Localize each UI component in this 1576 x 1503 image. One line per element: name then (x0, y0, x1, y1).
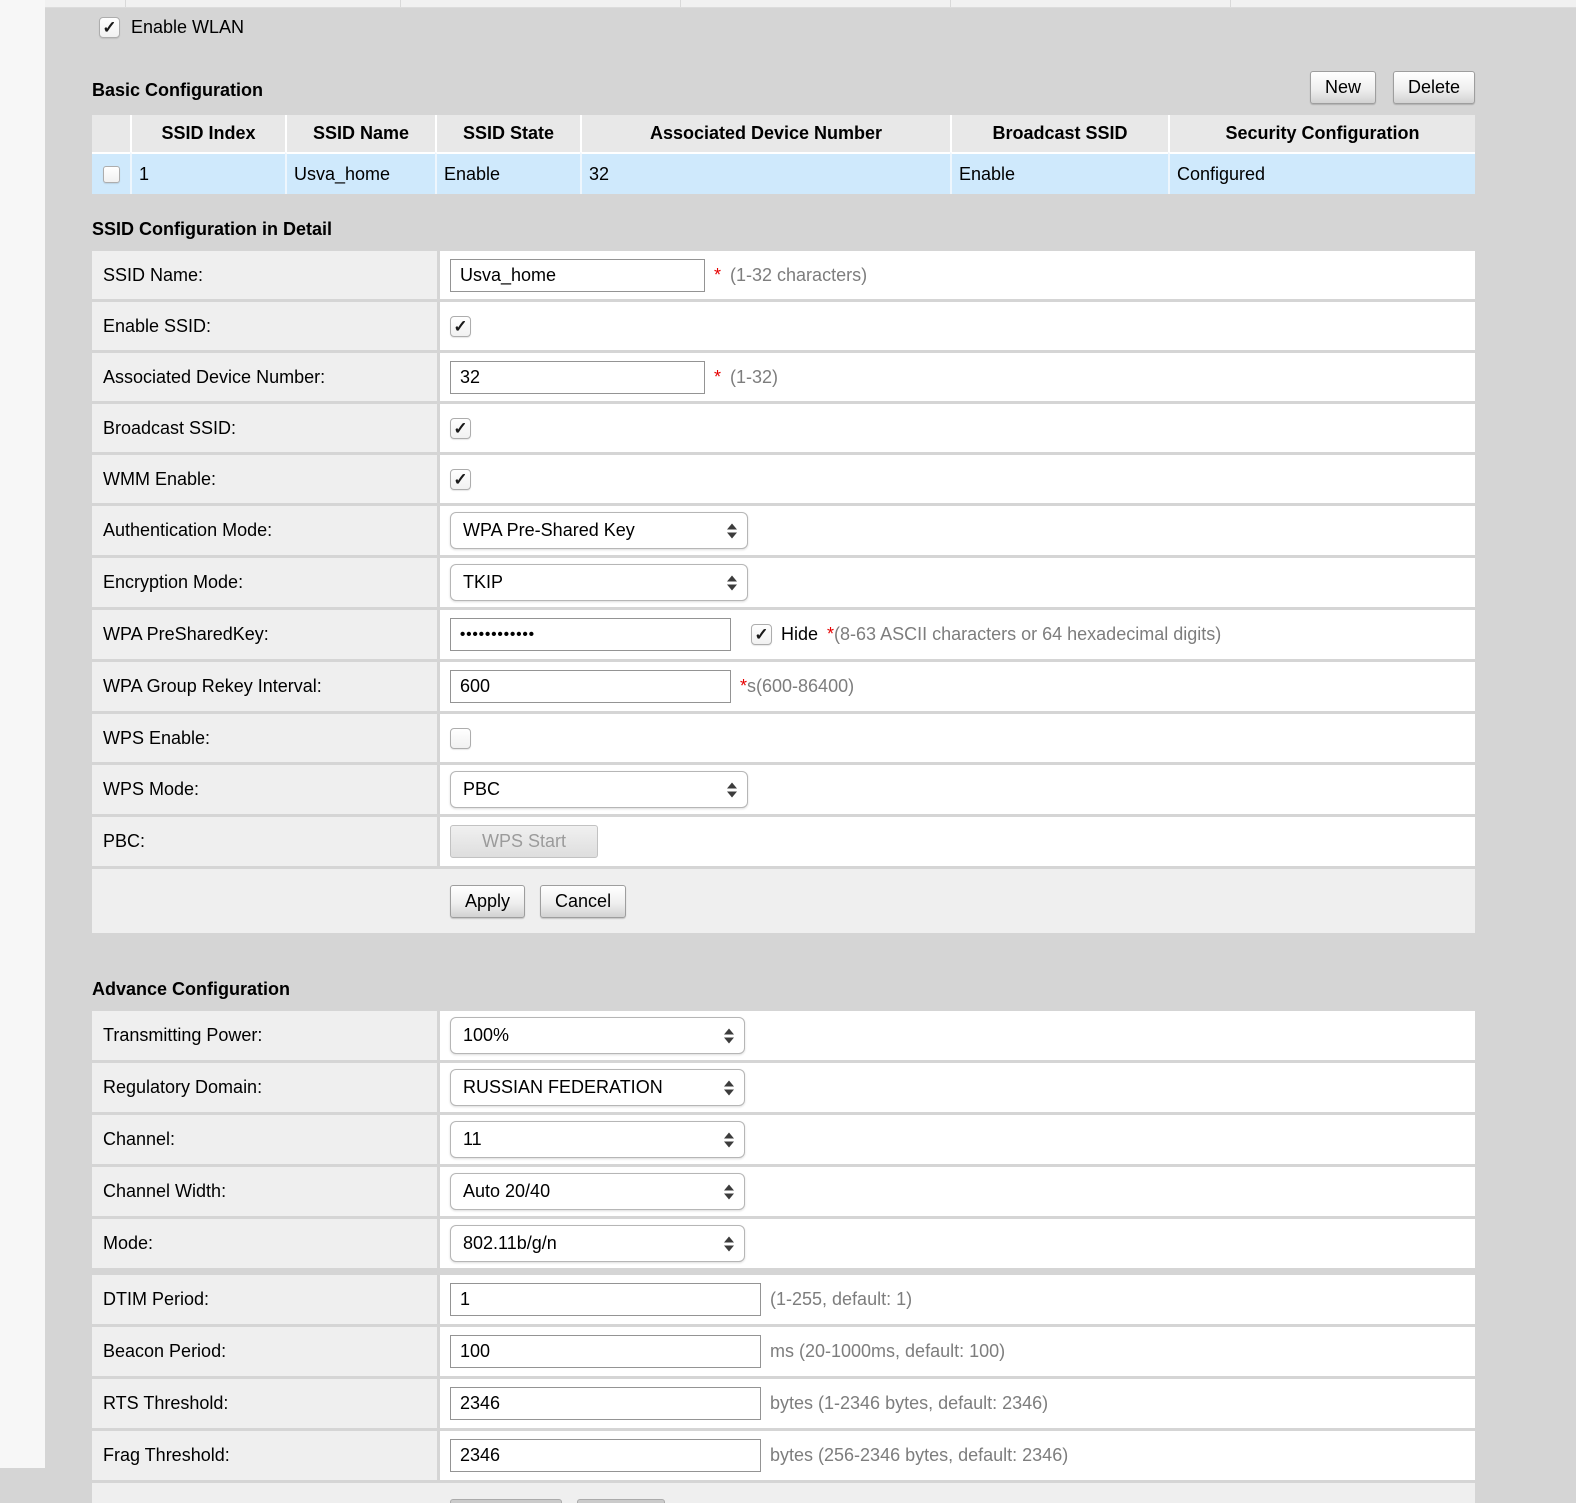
ssid-table (92, 115, 1475, 194)
advance-actions-row-clipped (92, 1483, 1475, 1503)
column-header-broadcast-ssid: Broadcast SSID (950, 115, 1168, 152)
regulatory-domain-value: RUSSIAN FEDERATION (463, 1077, 663, 1097)
regulatory-domain-select[interactable] (450, 1069, 745, 1106)
encryption-mode-value: TKIP (463, 572, 504, 592)
column-header-security-configuration: Security Configuration (1168, 115, 1475, 152)
select-chevrons-icon (727, 782, 737, 797)
required-asterisk: * (827, 624, 835, 644)
hide-password-checkbox[interactable] (751, 624, 772, 645)
mode-label: Mode: (92, 1219, 437, 1268)
top-table-edge-divider (400, 0, 401, 7)
cell-broadcast-ssid: Enable (950, 152, 1168, 194)
encryption-mode-label: Encryption Mode: (92, 558, 437, 607)
wps-enable-checkbox[interactable] (450, 728, 471, 749)
enable-ssid-checkbox[interactable] (450, 316, 471, 337)
cell-associated-device-number: 32 (580, 152, 950, 194)
cell-ssid-name: Usva_home (285, 152, 435, 194)
required-asterisk: * (714, 366, 722, 387)
top-table-edge-divider (1230, 0, 1231, 7)
broadcast-ssid-checkbox[interactable] (450, 418, 471, 439)
select-chevrons-icon (724, 1184, 734, 1199)
frag-threshold-input[interactable] (450, 1439, 761, 1472)
channel-value: 11 (463, 1129, 482, 1149)
enable-wlan-checkbox[interactable] (99, 17, 120, 38)
column-header-associated-device-number: Associated Device Number (580, 115, 950, 152)
cancel-button[interactable]: Cancel (540, 885, 626, 918)
pbc-label: PBC: (92, 817, 437, 866)
apply-button[interactable]: Apply (450, 885, 525, 918)
row-select-checkbox[interactable] (103, 166, 120, 183)
column-header-ssid-state: SSID State (435, 115, 580, 152)
hide-password-label: Hide (781, 624, 819, 644)
dtim-period-input[interactable] (450, 1283, 761, 1316)
broadcast-ssid-label: Broadcast SSID: (92, 404, 437, 452)
wps-mode-select[interactable] (450, 771, 748, 808)
dtim-period-note: (1-255, default: 1) (770, 1289, 913, 1309)
authentication-mode-value: WPA Pre-Shared Key (463, 520, 635, 540)
wpa-group-rekey-interval-input[interactable] (450, 670, 731, 703)
column-header-ssid-name: SSID Name (285, 115, 435, 152)
select-chevrons-icon (727, 575, 737, 590)
advance-apply-button-clipped[interactable] (450, 1499, 562, 1503)
channel-width-value: Auto 20/40 (463, 1181, 551, 1201)
wps-mode-label: WPS Mode: (92, 765, 437, 814)
cell-security-configuration: Configured (1168, 152, 1475, 194)
ssid-table-row[interactable] (92, 152, 1475, 194)
mode-value: 802.11b/g/n (463, 1233, 557, 1253)
wpa-group-rekey-interval-note: s(600-86400) (747, 676, 855, 696)
select-chevrons-icon (724, 1132, 734, 1147)
frag-threshold-note: bytes (256-2346 bytes, default: 2346) (770, 1445, 1069, 1465)
dtim-period-label: DTIM Period: (92, 1275, 437, 1324)
beacon-period-input[interactable] (450, 1335, 761, 1368)
enable-wlan-label: Enable WLAN (131, 16, 245, 37)
transmitting-power-value: 100% (463, 1025, 510, 1045)
wps-enable-label: WPS Enable: (92, 714, 437, 762)
channel-label: Channel: (92, 1115, 437, 1164)
ssid-name-input[interactable] (450, 259, 705, 292)
top-table-edge-divider (950, 0, 951, 7)
top-table-edge (45, 0, 1576, 8)
rts-threshold-label: RTS Threshold: (92, 1379, 437, 1428)
left-page-gutter (0, 0, 45, 1468)
regulatory-domain-label: Regulatory Domain: (92, 1063, 437, 1112)
encryption-mode-select[interactable] (450, 564, 748, 601)
rts-threshold-note: bytes (1-2346 bytes, default: 2346) (770, 1393, 1049, 1413)
wmm-enable-label: WMM Enable: (92, 455, 437, 503)
channel-select[interactable] (450, 1121, 745, 1158)
transmitting-power-label: Transmitting Power: (92, 1011, 437, 1060)
column-header-ssid-index: SSID Index (130, 115, 285, 152)
advance-cancel-button-clipped[interactable] (577, 1499, 665, 1503)
wps-mode-value: PBC (463, 779, 501, 799)
wmm-enable-checkbox[interactable] (450, 469, 471, 490)
beacon-period-label: Beacon Period: (92, 1327, 437, 1376)
wps-start-button[interactable]: WPS Start (450, 825, 598, 858)
associated-device-number-label: Associated Device Number: (92, 353, 437, 401)
enable-ssid-label: Enable SSID: (92, 302, 437, 350)
detail-actions-row (92, 869, 1475, 933)
select-chevrons-icon (727, 523, 737, 538)
associated-device-number-input[interactable] (450, 361, 705, 394)
delete-button[interactable]: Delete (1393, 71, 1475, 104)
beacon-period-note: ms (20-1000ms, default: 100) (770, 1341, 1006, 1361)
advance-configuration-title: Advance Configuration (92, 979, 291, 999)
wpa-presharedkey-label: WPA PreSharedKey: (92, 610, 437, 659)
ssid-name-note: (1-32 characters) (730, 264, 868, 285)
ssid-table-header-row (92, 115, 1475, 152)
cell-ssid-state: Enable (435, 152, 580, 194)
ssid-name-label: SSID Name: (92, 251, 437, 299)
new-button[interactable]: New (1310, 71, 1376, 104)
ssid-detail-title: SSID Configuration in Detail (92, 219, 333, 239)
frag-threshold-label: Frag Threshold: (92, 1431, 437, 1480)
wpa-group-rekey-interval-label: WPA Group Rekey Interval: (92, 662, 437, 711)
transmitting-power-select[interactable] (450, 1017, 745, 1054)
cell-ssid-index: 1 (130, 152, 285, 194)
enable-wlan-row (99, 14, 1475, 40)
select-chevrons-icon (724, 1236, 734, 1251)
top-table-edge-divider (125, 0, 126, 7)
rts-threshold-input[interactable] (450, 1387, 761, 1420)
select-chevrons-icon (724, 1028, 734, 1043)
channel-width-label: Channel Width: (92, 1167, 437, 1216)
select-chevrons-icon (724, 1080, 734, 1095)
required-asterisk: * (714, 264, 722, 285)
authentication-mode-label: Authentication Mode: (92, 506, 437, 555)
top-table-edge-divider (680, 0, 681, 7)
select-all-column-header (92, 115, 130, 152)
wpa-presharedkey-input[interactable] (450, 618, 731, 651)
authentication-mode-select[interactable] (450, 512, 748, 549)
required-asterisk: * (740, 676, 748, 696)
basic-configuration-title: Basic Configuration (92, 80, 264, 100)
mode-select[interactable] (450, 1225, 745, 1262)
channel-width-select[interactable] (450, 1173, 745, 1210)
associated-device-number-note: (1-32) (730, 366, 779, 387)
wpa-presharedkey-note: (8-63 ASCII characters or 64 hexadecimal digits) (834, 624, 1222, 644)
